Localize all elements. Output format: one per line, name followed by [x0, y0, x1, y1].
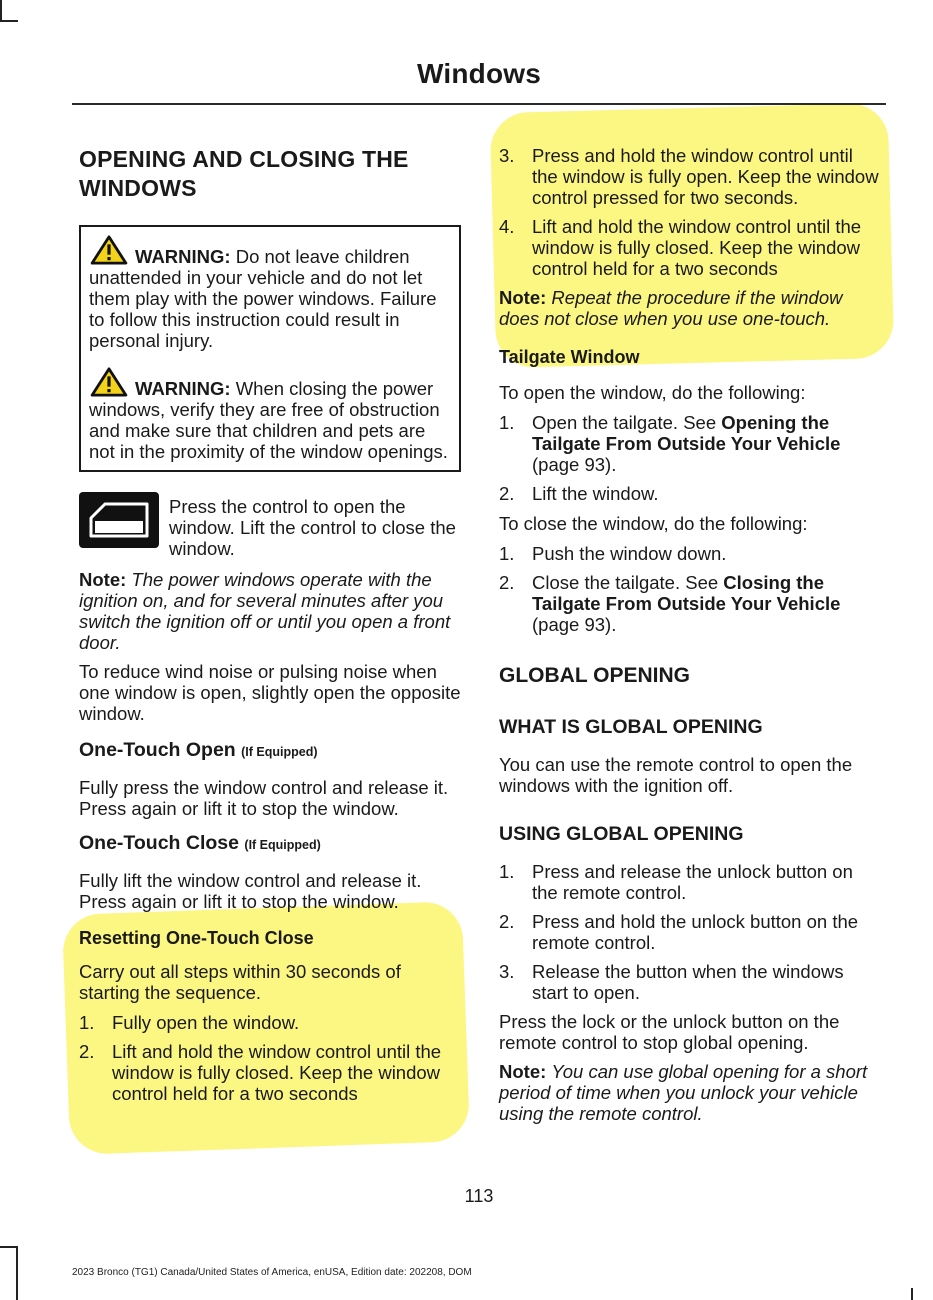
one-touch-open-body: Fully press the window control and release it. Press again or lift it to stop the window. — [79, 777, 449, 819]
tailgate-open-steps — [499, 412, 881, 504]
step-number: 3. — [499, 961, 515, 982]
step-text: Press and hold the unlock button on the remote control. — [532, 911, 859, 953]
title-divider — [72, 103, 886, 105]
page-title: Windows — [416, 58, 542, 89]
resetting-steps — [79, 1012, 461, 1104]
step-text: Press and hold the window control until the window is fully open. Keep the window control pressed for two seconds. — [532, 145, 879, 208]
left-column — [79, 145, 461, 1104]
note-text: You can use global opening for a short period of time when you unlock your vehicle using the remote control. — [499, 1061, 868, 1124]
page-reference: (page 93). — [532, 454, 617, 475]
step-text: Lift and hold the window control until the window is fully closed. Keep the window control held for a two seconds — [532, 216, 862, 279]
list-item — [499, 483, 881, 504]
cross-reference-link[interactable]: Closing the Tailgate From Outside Your Vehicle — [532, 572, 841, 614]
note-label: Note: — [79, 569, 127, 590]
step-number: 1. — [499, 412, 515, 433]
note-label: Note: — [499, 1061, 547, 1082]
one-touch-close-body: Fully lift the window control and release it. Press again or lift it to stop the window. — [79, 870, 422, 912]
list-item — [79, 1041, 461, 1104]
window-switch-icon — [79, 492, 159, 548]
right-column — [499, 145, 881, 1124]
list-item — [499, 543, 881, 564]
crop-mark — [0, 20, 18, 22]
one-touch-open-heading — [79, 740, 461, 763]
tailgate-open-intro: To open the window, do the following: — [499, 382, 806, 403]
note-repeat — [499, 287, 881, 329]
warning-triangle-icon — [89, 367, 129, 397]
stop-global-opening-text: Press the lock or the unlock button on the remote control to stop global opening. — [499, 1011, 840, 1053]
note-text: The power windows operate with the ignition on, and for several minutes after you switch the ignition off or until you open a front door. — [79, 569, 451, 653]
what-is-global-opening-heading: WHAT IS GLOBAL OPENING — [499, 716, 763, 738]
step-number: 1. — [499, 861, 515, 882]
step-number: 1. — [499, 543, 515, 564]
crop-mark — [16, 1246, 18, 1300]
step-text-pre: Close the tailgate. See — [532, 572, 724, 593]
warning-label: WARNING: — [135, 246, 231, 267]
list-item — [499, 412, 881, 475]
list-item — [499, 145, 881, 208]
tailgate-close-steps — [499, 543, 881, 635]
tailgate-heading: Tailgate Window — [499, 347, 640, 367]
note-power-windows — [79, 569, 461, 653]
step-number: 4. — [499, 216, 515, 237]
what-is-global-opening-body: You can use the remote control to open the windows with the ignition off. — [499, 754, 853, 796]
step-text: Push the window down. — [532, 543, 727, 564]
list-item — [499, 572, 881, 635]
if-equipped-tag: (If Equipped) — [244, 838, 321, 852]
step-number: 3. — [499, 145, 515, 166]
list-item — [499, 911, 881, 953]
step-number: 2. — [499, 911, 515, 932]
warning-2 — [89, 367, 451, 462]
warning-text: Do not leave children unattended in your vehicle and do not let them play with the power windows. Failure to follow this instruction could result in personal injury. — [89, 246, 437, 351]
section-heading: OPENING AND CLOSING THE WINDOWS — [79, 146, 409, 201]
page-reference: (page 93). — [532, 614, 617, 635]
wind-noise-text: To reduce wind noise or pulsing noise when one window is open, slightly open the opposite window. — [79, 661, 461, 724]
resetting-heading: Resetting One-Touch Close — [79, 928, 314, 948]
warning-box — [79, 225, 461, 472]
step-text: Fully open the window. — [112, 1012, 300, 1033]
step-text — [532, 572, 881, 635]
step-text: Lift the window. — [532, 483, 659, 504]
step-number: 2. — [499, 483, 515, 504]
cross-reference-link[interactable]: Opening the Tailgate From Outside Your Vehicle — [532, 412, 841, 454]
note-global-opening — [499, 1061, 881, 1124]
list-item — [499, 861, 881, 903]
step-text — [532, 412, 881, 475]
heading-text: One-Touch Open — [79, 739, 236, 761]
note-label: Note: — [499, 287, 547, 308]
window-control-block — [79, 496, 461, 559]
tailgate-close-intro: To close the window, do the following: — [499, 513, 808, 534]
crop-mark — [0, 0, 2, 22]
warning-label: WARNING: — [135, 378, 231, 399]
step-number: 1. — [79, 1012, 95, 1033]
warning-triangle-icon — [89, 235, 129, 265]
footer-edition: 2023 Bronco (TG1) Canada/United States of America, enUSA, Edition date: 202208, DOM — [72, 1267, 472, 1278]
global-opening-heading: GLOBAL OPENING — [499, 664, 690, 687]
resetting-intro: Carry out all steps within 30 seconds of starting the sequence. — [79, 961, 401, 1003]
note-text: Repeat the procedure if the window does not close when you use one-touch. — [499, 287, 843, 329]
list-item — [499, 216, 881, 279]
step-text-pre: Open the tailgate. See — [532, 412, 722, 433]
if-equipped-tag: (If Equipped) — [241, 745, 318, 759]
step-text: Lift and hold the window control until the window is fully closed. Keep the window control held for a two seconds — [112, 1041, 442, 1104]
step-text: Press and release the unlock button on the remote control. — [532, 861, 853, 903]
reset-steps-continued — [499, 145, 881, 279]
warning-1 — [89, 235, 451, 351]
warning-text: When closing the power windows, verify they are free of obstruction and make sure that children and pets are not in the proximity of the window openings. — [89, 378, 448, 462]
using-global-opening-heading: USING GLOBAL OPENING — [499, 823, 744, 845]
step-number: 2. — [79, 1041, 95, 1062]
list-item — [79, 1012, 461, 1033]
step-number: 2. — [499, 572, 515, 593]
heading-text: One-Touch Close — [79, 832, 239, 854]
crop-mark — [911, 1288, 913, 1300]
list-item — [499, 961, 881, 1003]
page-number: 113 — [464, 1186, 494, 1206]
global-opening-steps — [499, 861, 881, 1003]
step-text: Release the button when the windows start to open. — [532, 961, 844, 1003]
window-control-text: Press the control to open the window. Lift the control to close the window. — [169, 496, 456, 559]
one-touch-close-heading — [79, 833, 461, 856]
